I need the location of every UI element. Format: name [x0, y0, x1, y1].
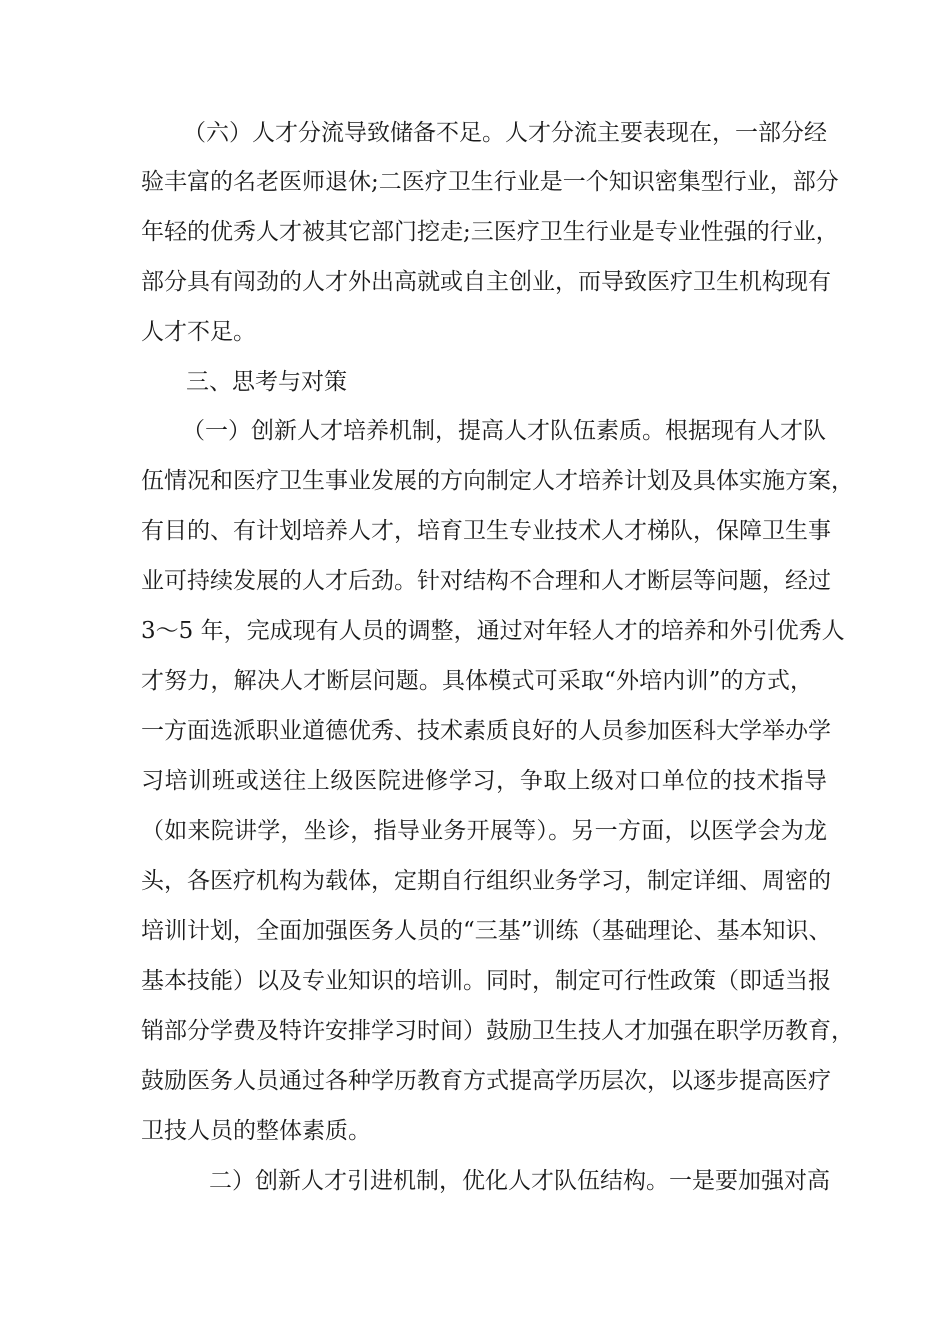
section-heading-three: 三、思考与对策	[186, 369, 347, 395]
paragraph-one-line-7: 一方面选派职业道德优秀、技术素质良好的人员参加医科大学举办学	[141, 718, 831, 744]
paragraph-one-line-8: 习培训班或送往上级医院进修学习，争取上级对口单位的技术指导	[141, 768, 827, 794]
paragraph-one-line-10: 头，各医疗机构为载体，定期自行组织业务学习，制定详细、周密的	[141, 868, 831, 894]
paragraph-one-line-4: 业可持续发展的人才后劲。针对结构不合理和人才断层等问题，经过	[141, 568, 831, 594]
paragraph-six-line-4: 部分具有闯劲的人才外出高就或自主创业，而导致医疗卫生机构现有	[141, 269, 831, 295]
paragraph-one-line-6: 才努力，解决人才断层问题。具体模式可采取“外培内训”的方式，	[141, 668, 813, 694]
paragraph-one-line-13: 销部分学费及特许安排学习时间）鼓励卫生技人才加强在职学历教育，	[141, 1018, 854, 1044]
paragraph-six-line-2: 验丰富的名老医师退休;二医疗卫生行业是一个知识密集型行业，部分	[141, 169, 839, 195]
paragraph-one-line-14: 鼓励医务人员通过各种学历教育方式提高学历层次，以逐步提高医疗	[141, 1068, 831, 1094]
paragraph-two-line-1: 二）创新人才引进机制，优化人才队伍结构。一是要加强对高	[209, 1168, 830, 1194]
paragraph-one-line-2: 伍情况和医疗卫生事业发展的方向制定人才培养计划及具体实施方案，	[141, 468, 854, 494]
paragraph-six-line-3: 年轻的优秀人才被其它部门挖走;三医疗卫生行业是专业性强的行业，	[141, 219, 839, 245]
paragraph-one-line-5: 3～5 年，完成现有人员的调整，通过对年轻人才的培养和外引优秀人	[141, 618, 845, 644]
paragraph-one-line-3: 有目的、有计划培养人才，培育卫生专业技术人才梯队，保障卫生事	[141, 518, 831, 544]
paragraph-one-line-1: （一）创新人才培养机制，提高人才队伍素质。根据现有人才队	[182, 418, 826, 444]
paragraph-six-line-1: （六）人才分流导致储备不足。人才分流主要表现在，一部分经	[183, 120, 827, 146]
paragraph-one-line-9: （如来院讲学，坐诊，指导业务开展等）。另一方面，以医学会为龙	[141, 818, 827, 844]
paragraph-one-line-15: 卫技人员的整体素质。	[141, 1118, 371, 1144]
paragraph-six-line-5: 人才不足。	[141, 319, 256, 345]
paragraph-one-line-12: 基本技能）以及专业知识的培训。同时，制定可行性政策（即适当报	[141, 968, 831, 994]
paragraph-one-line-11: 培训计划，全面加强医务人员的“三基”训练（基础理论、基本知识、	[141, 918, 832, 944]
